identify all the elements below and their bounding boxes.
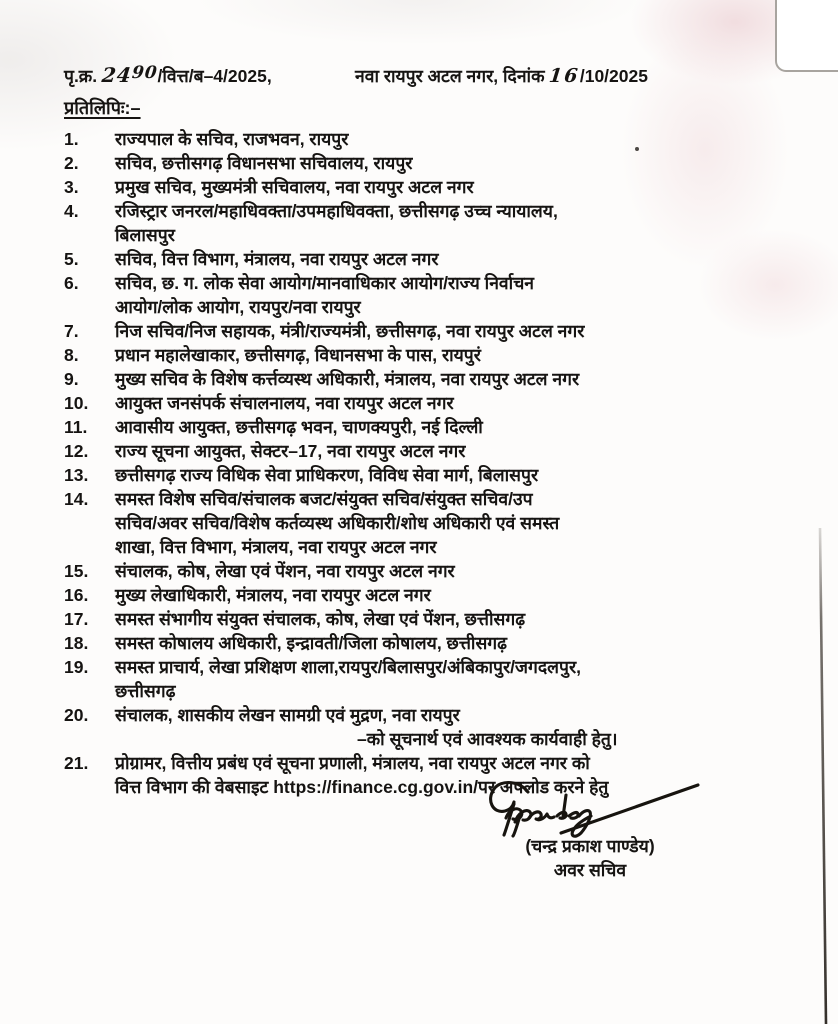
- recipient-text: सचिव, वित्त विभाग, मंत्रालय, नवा रायपुर अटल नगर: [115, 249, 439, 269]
- signature-block: [455, 778, 725, 882]
- recipient-row: [64, 439, 776, 463]
- recipient-text: संचालक, शासकीय लेखन सामग्री एवं मुद्रण, नवा रायपुर: [115, 705, 460, 725]
- recipient-text: समस्त कोषालय अधिकारी, इन्द्रावती/जिला कोषालय, छत्तीसगढ़: [115, 633, 507, 653]
- recipient-row: [64, 559, 776, 583]
- recipient-list: [64, 127, 776, 799]
- recipient-text: छत्तीसगढ़ राज्य विधिक सेवा प्राधिकरण, विविध सेवा मार्ग, बिलासपुर: [115, 465, 539, 485]
- recipient-number: 10.: [64, 393, 89, 413]
- signatory-designation: अवर सचिव: [553, 860, 627, 880]
- recipient-number: 6.: [64, 273, 79, 293]
- recipient-number: 20.: [64, 705, 89, 725]
- recipient-number: 4.: [64, 201, 79, 221]
- recipient-text: आयुक्त जनसंपर्क संचालनालय, नवा रायपुर अटल नगर: [115, 393, 454, 413]
- handwritten-date-day: 16: [548, 65, 581, 87]
- recipient-text: समस्त प्राचार्य, लेखा प्रशिक्षण शाला,रायपुर/बिलासपुर/अंबिकापुर/जगदलपुर, छत्तीसगढ़: [115, 657, 581, 701]
- recipient-text: सचिव, छ. ग. लोक सेवा आयोग/मानवाधिकार आयोग/राज्य निर्वाचन आयोग/लोक आयोग, रायपुर/नवा रायपुर: [115, 273, 535, 317]
- recipient-row: [64, 583, 776, 607]
- recipient-text: समस्त विशेष सचिव/संचालक बजट/संयुक्त सचिव/संयुक्त सचिव/उप सचिव/अवर सचिव/विशेष कर्तव्यस्थ अधिकारी/शोध अधिकारी एवं समस्त शाखा, वित्त विभाग, मंत्रालय, नवा रायपुर अटल नगर: [115, 489, 560, 557]
- recipient-text: रजिस्ट्रार जनरल/महाधिवक्ता/उपमहाधिवक्ता, छत्तीसगढ़ उच्च न्यायालय, बिलासपुर: [115, 201, 558, 245]
- recipient-row: [64, 655, 776, 703]
- recipient-row: [64, 175, 776, 199]
- recipient-text: प्रोग्रामर, वित्तीय प्रबंध एवं सूचना प्रणाली, मंत्रालय, नवा रायपुर अटल नगर को वित्त विभाग की वेबसाइट https://finance.cg.gov.in/पर अपलोड करने हेतु: [115, 753, 609, 797]
- recipient-text: मुख्य सचिव के विशेष कर्त्तव्यस्थ अधिकारी, मंत्रालय, नवा रायपुर अटल नगर: [115, 369, 580, 389]
- recipient-row: [64, 703, 776, 727]
- reference-number: पृ.क्र. 2490/वित्त/ब–4/2025,: [64, 63, 272, 87]
- recipient-row: [64, 631, 776, 655]
- recipient-row: [64, 271, 776, 319]
- recipient-number: 1.: [64, 129, 79, 149]
- recipient-row: [64, 199, 776, 247]
- place-and-date: नवा रायपुर अटल नगर, दिनांक 16/10/2025: [355, 65, 648, 87]
- recipient-text: प्रधान महालेखाकार, छत्तीसगढ़, विधानसभा के पास, रायपुरं: [115, 345, 481, 365]
- recipient-row: [64, 391, 776, 415]
- scan-corner-artifact: [775, 0, 838, 72]
- recipient-text: प्रमुख सचिव, मुख्यमंत्री सचिवालय, नवा रायपुर अटल नगर: [115, 177, 474, 197]
- recipient-number: 11.: [64, 417, 88, 437]
- copy-to-label: प्रतिलिपिः:–: [64, 98, 141, 118]
- recipient-row: [64, 463, 776, 487]
- recipient-text: संचालक, कोष, लेखा एवं पेंशन, नवा रायपुर अटल नगर: [115, 561, 455, 581]
- recipient-number: 5.: [64, 249, 79, 269]
- recipient-number: 9.: [64, 369, 79, 389]
- recipient-number: 14.: [64, 489, 89, 509]
- recipient-number: 16.: [64, 585, 89, 605]
- recipient-number: 17.: [64, 609, 89, 629]
- recipient-number: 2.: [64, 153, 79, 173]
- document-header: [64, 62, 776, 90]
- recipient-number: 8.: [64, 345, 79, 365]
- recipient-number: 13.: [64, 465, 89, 485]
- recipient-text: राज्य सूचना आयुक्त, सेक्टर–17, नवा रायपुर अटल नगर: [115, 441, 466, 461]
- recipient-number: 7.: [64, 321, 79, 341]
- recipient-number: 12.: [64, 441, 89, 461]
- recipient-row: [64, 487, 776, 559]
- recipient-row: [64, 319, 776, 343]
- recipient-row: [64, 127, 776, 151]
- recipient-text: निज सचिव/निज सहायक, मंत्री/राज्यमंत्री, छत्तीसगढ़, नवा रायपुर अटल नगर: [115, 321, 585, 341]
- recipient-text: मुख्य लेखाधिकारी, मंत्रालय, नवा रायपुर अटल नगर: [115, 585, 431, 605]
- recipient-number: 21.: [64, 753, 89, 773]
- signatory-name: (चन्द्र प्रकाश पाण्डेय): [525, 836, 655, 856]
- recipient-row: [64, 151, 776, 175]
- recipient-number: 18.: [64, 633, 89, 653]
- recipient-row: [64, 343, 776, 367]
- handwritten-signature: [473, 778, 708, 840]
- recipient-text: सचिव, छत्तीसगढ़ विधानसभा सचिवालय, रायपुर: [115, 153, 413, 173]
- action-note: –को सूचनार्थ एवं आवश्यक कार्यवाही हेतु।: [357, 729, 618, 749]
- recipient-row: [64, 367, 776, 391]
- handwritten-ref-number: 24: [100, 63, 134, 87]
- recipient-text: राज्यपाल के सचिव, राजभवन, रायपुर: [115, 129, 349, 149]
- recipient-row: [64, 415, 776, 439]
- recipient-row: [64, 247, 776, 271]
- recipient-number: 3.: [64, 177, 79, 197]
- recipient-number: 15.: [64, 561, 89, 581]
- recipient-text: समस्त संभागीय संयुक्त संचालक, कोष, लेखा एवं पेंशन, छत्तीसगढ़: [115, 609, 526, 629]
- recipient-row: [64, 607, 776, 631]
- recipient-number: 19.: [64, 657, 89, 677]
- recipient-text: आवासीय आयुक्त, छत्तीसगढ़ भवन, चाणक्यपुरी, नई दिल्ली: [115, 417, 483, 437]
